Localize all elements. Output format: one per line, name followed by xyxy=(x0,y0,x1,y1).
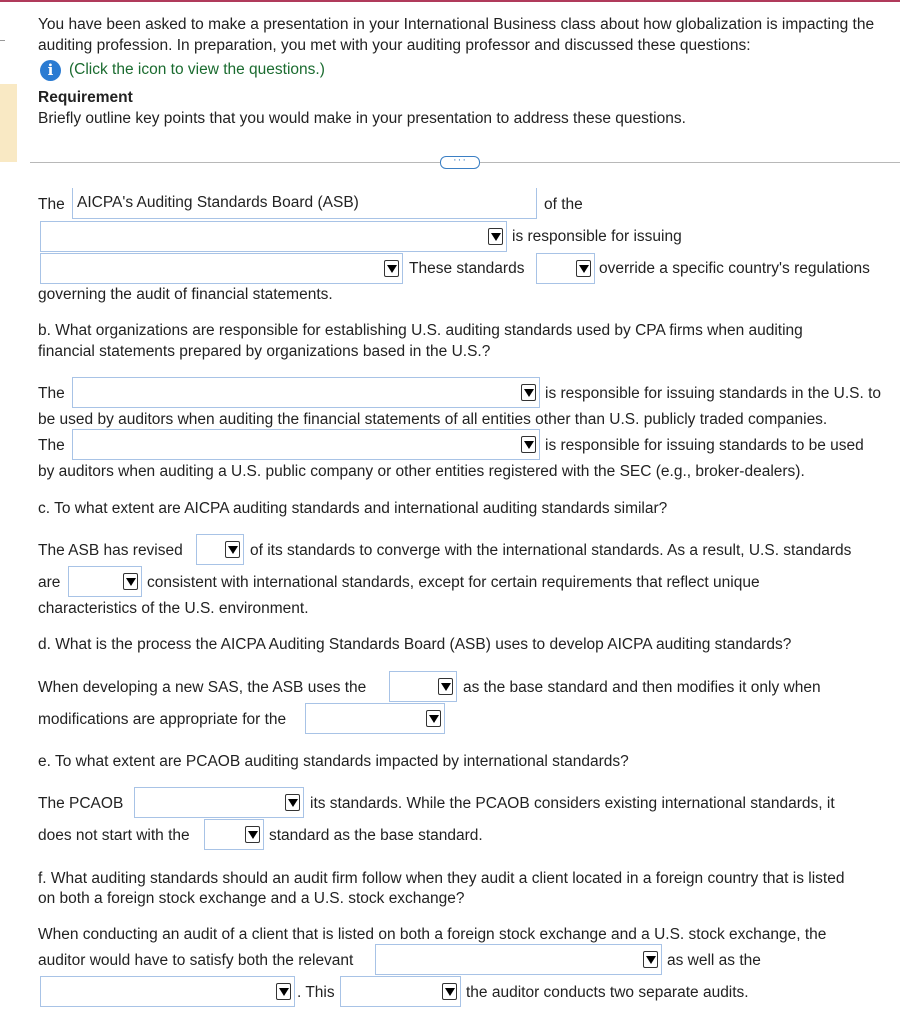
left-margin-mark xyxy=(0,40,5,41)
chevron-down-icon xyxy=(576,260,591,277)
part-b-continuation-1: be used by auditors when auditing the financial statements of all entities other than U.S. publicly traded companies. xyxy=(38,411,828,428)
intro-line-1: You have been asked to make a presentation in your International Business class about how globalization is impacting the xyxy=(38,16,875,33)
requirement-text: Briefly outline key points that you would make in your presentation to address these questions. xyxy=(38,110,686,127)
chevron-down-icon xyxy=(384,260,399,277)
part-d-base: as the base standard and then modifies it only when xyxy=(463,679,821,696)
chevron-down-icon xyxy=(442,983,457,1000)
part-f-conducting: When conducting an audit of a client that is listed on both a foreign stock exchange and a U.S. stock exchange, the xyxy=(38,926,827,943)
part-f-this: . This xyxy=(297,984,335,1001)
part-a-dropdown-1[interactable] xyxy=(40,221,507,252)
part-a-dropdown-2[interactable] xyxy=(40,253,403,284)
requirement-highlight-bar xyxy=(0,84,17,162)
part-a-these-standards: These standards xyxy=(409,260,525,277)
chevron-down-icon xyxy=(225,541,240,558)
chevron-down-icon xyxy=(426,710,441,727)
part-a-governing: governing the audit of financial statements. xyxy=(38,286,333,303)
part-d-modifications: modifications are appropriate for the xyxy=(38,711,287,728)
part-c-converge: of its standards to converge with the international standards. As a result, U.S. standards xyxy=(250,542,852,559)
part-d-dropdown-2[interactable] xyxy=(305,703,445,734)
part-c-consistent: consistent with international standards, except for certain requirements that reflect unique xyxy=(147,574,760,591)
part-b-the-2: The xyxy=(38,437,65,454)
chevron-down-icon xyxy=(643,951,658,968)
part-a-override: override a specific country's regulations xyxy=(599,260,870,277)
chevron-down-icon xyxy=(276,983,291,1000)
part-f-separate: the auditor conducts two separate audits. xyxy=(466,984,749,1001)
chevron-down-icon xyxy=(245,826,260,843)
part-b-responsible-2: is responsible for issuing standards to be used xyxy=(545,437,864,454)
part-c-asb-revised: The ASB has revised xyxy=(38,542,183,559)
chevron-down-icon xyxy=(521,436,536,453)
part-b-dropdown-1[interactable] xyxy=(72,377,540,408)
part-d-question: d. What is the process the AICPA Auditing Standards Board (ASB) uses to develop AICPA auditing standards? xyxy=(38,636,792,653)
part-f-question-2: on both a foreign stock exchange and a U.S. stock exchange? xyxy=(38,890,465,907)
part-c-are: are xyxy=(38,574,61,591)
part-a-responsible: is responsible for issuing xyxy=(512,228,682,245)
part-d-dropdown-1[interactable] xyxy=(389,671,457,702)
part-b-question-2: financial statements prepared by organizations based in the U.S.? xyxy=(38,343,491,360)
part-f-as-well: as well as the xyxy=(667,952,761,969)
part-e-does-not: does not start with the xyxy=(38,827,190,844)
part-c-characteristics: characteristics of the U.S. environment. xyxy=(38,600,309,617)
top-accent-line xyxy=(0,0,900,2)
part-e-question: e. To what extent are PCAOB auditing standards impacted by international standards? xyxy=(38,753,629,770)
part-a-dropdown-3[interactable] xyxy=(536,253,595,284)
part-e-dropdown-2[interactable] xyxy=(204,819,264,850)
part-f-dropdown-2[interactable] xyxy=(40,976,295,1007)
info-icon[interactable]: i xyxy=(40,60,61,81)
part-e-standard-base: standard as the base standard. xyxy=(269,827,483,844)
part-e-pcaob: The PCAOB xyxy=(38,795,124,812)
expand-button[interactable]: ··· xyxy=(440,156,480,169)
part-e-dropdown-1[interactable] xyxy=(134,787,304,818)
requirement-heading: Requirement xyxy=(38,89,133,106)
part-b-question-1: b. What organizations are responsible for establishing U.S. auditing standards used by CPA firms when auditing xyxy=(38,322,803,339)
intro-line-2: auditing profession. In preparation, you met with your auditing professor and discussed these questions: xyxy=(38,37,751,54)
part-c-dropdown-1[interactable] xyxy=(196,534,244,565)
chevron-down-icon xyxy=(123,573,138,590)
part-c-dropdown-2[interactable] xyxy=(68,566,142,597)
part-f-dropdown-1[interactable] xyxy=(375,944,662,975)
part-a-of-the: of the xyxy=(544,196,583,213)
part-b-continuation-2: by auditors when auditing a U.S. public company or other entities registered with the SEC (e.g., broker-dealers). xyxy=(38,463,805,480)
part-d-developing: When developing a new SAS, the ASB uses the xyxy=(38,679,367,696)
part-f-dropdown-3[interactable] xyxy=(340,976,461,1007)
part-f-satisfy: auditor would have to satisfy both the relevant xyxy=(38,952,354,969)
chevron-down-icon xyxy=(438,678,453,695)
info-link[interactable]: (Click the icon to view the questions.) xyxy=(69,61,325,78)
part-b-dropdown-2[interactable] xyxy=(72,429,540,460)
chevron-down-icon xyxy=(285,794,300,811)
part-b-the-1: The xyxy=(38,385,65,402)
part-f-question-1: f. What auditing standards should an audit firm follow when they audit a client located in a foreign country that is listed xyxy=(38,870,845,887)
part-a-the: The xyxy=(38,196,65,213)
part-a-organization-field[interactable]: AICPA's Auditing Standards Board (ASB) xyxy=(72,188,537,219)
chevron-down-icon xyxy=(488,228,503,245)
part-c-question: c. To what extent are AICPA auditing standards and international auditing standards similar? xyxy=(38,500,668,517)
chevron-down-icon xyxy=(521,384,536,401)
part-b-responsible-1: is responsible for issuing standards in the U.S. to xyxy=(545,385,882,402)
part-e-its-standards: its standards. While the PCAOB considers existing international standards, it xyxy=(310,795,835,812)
